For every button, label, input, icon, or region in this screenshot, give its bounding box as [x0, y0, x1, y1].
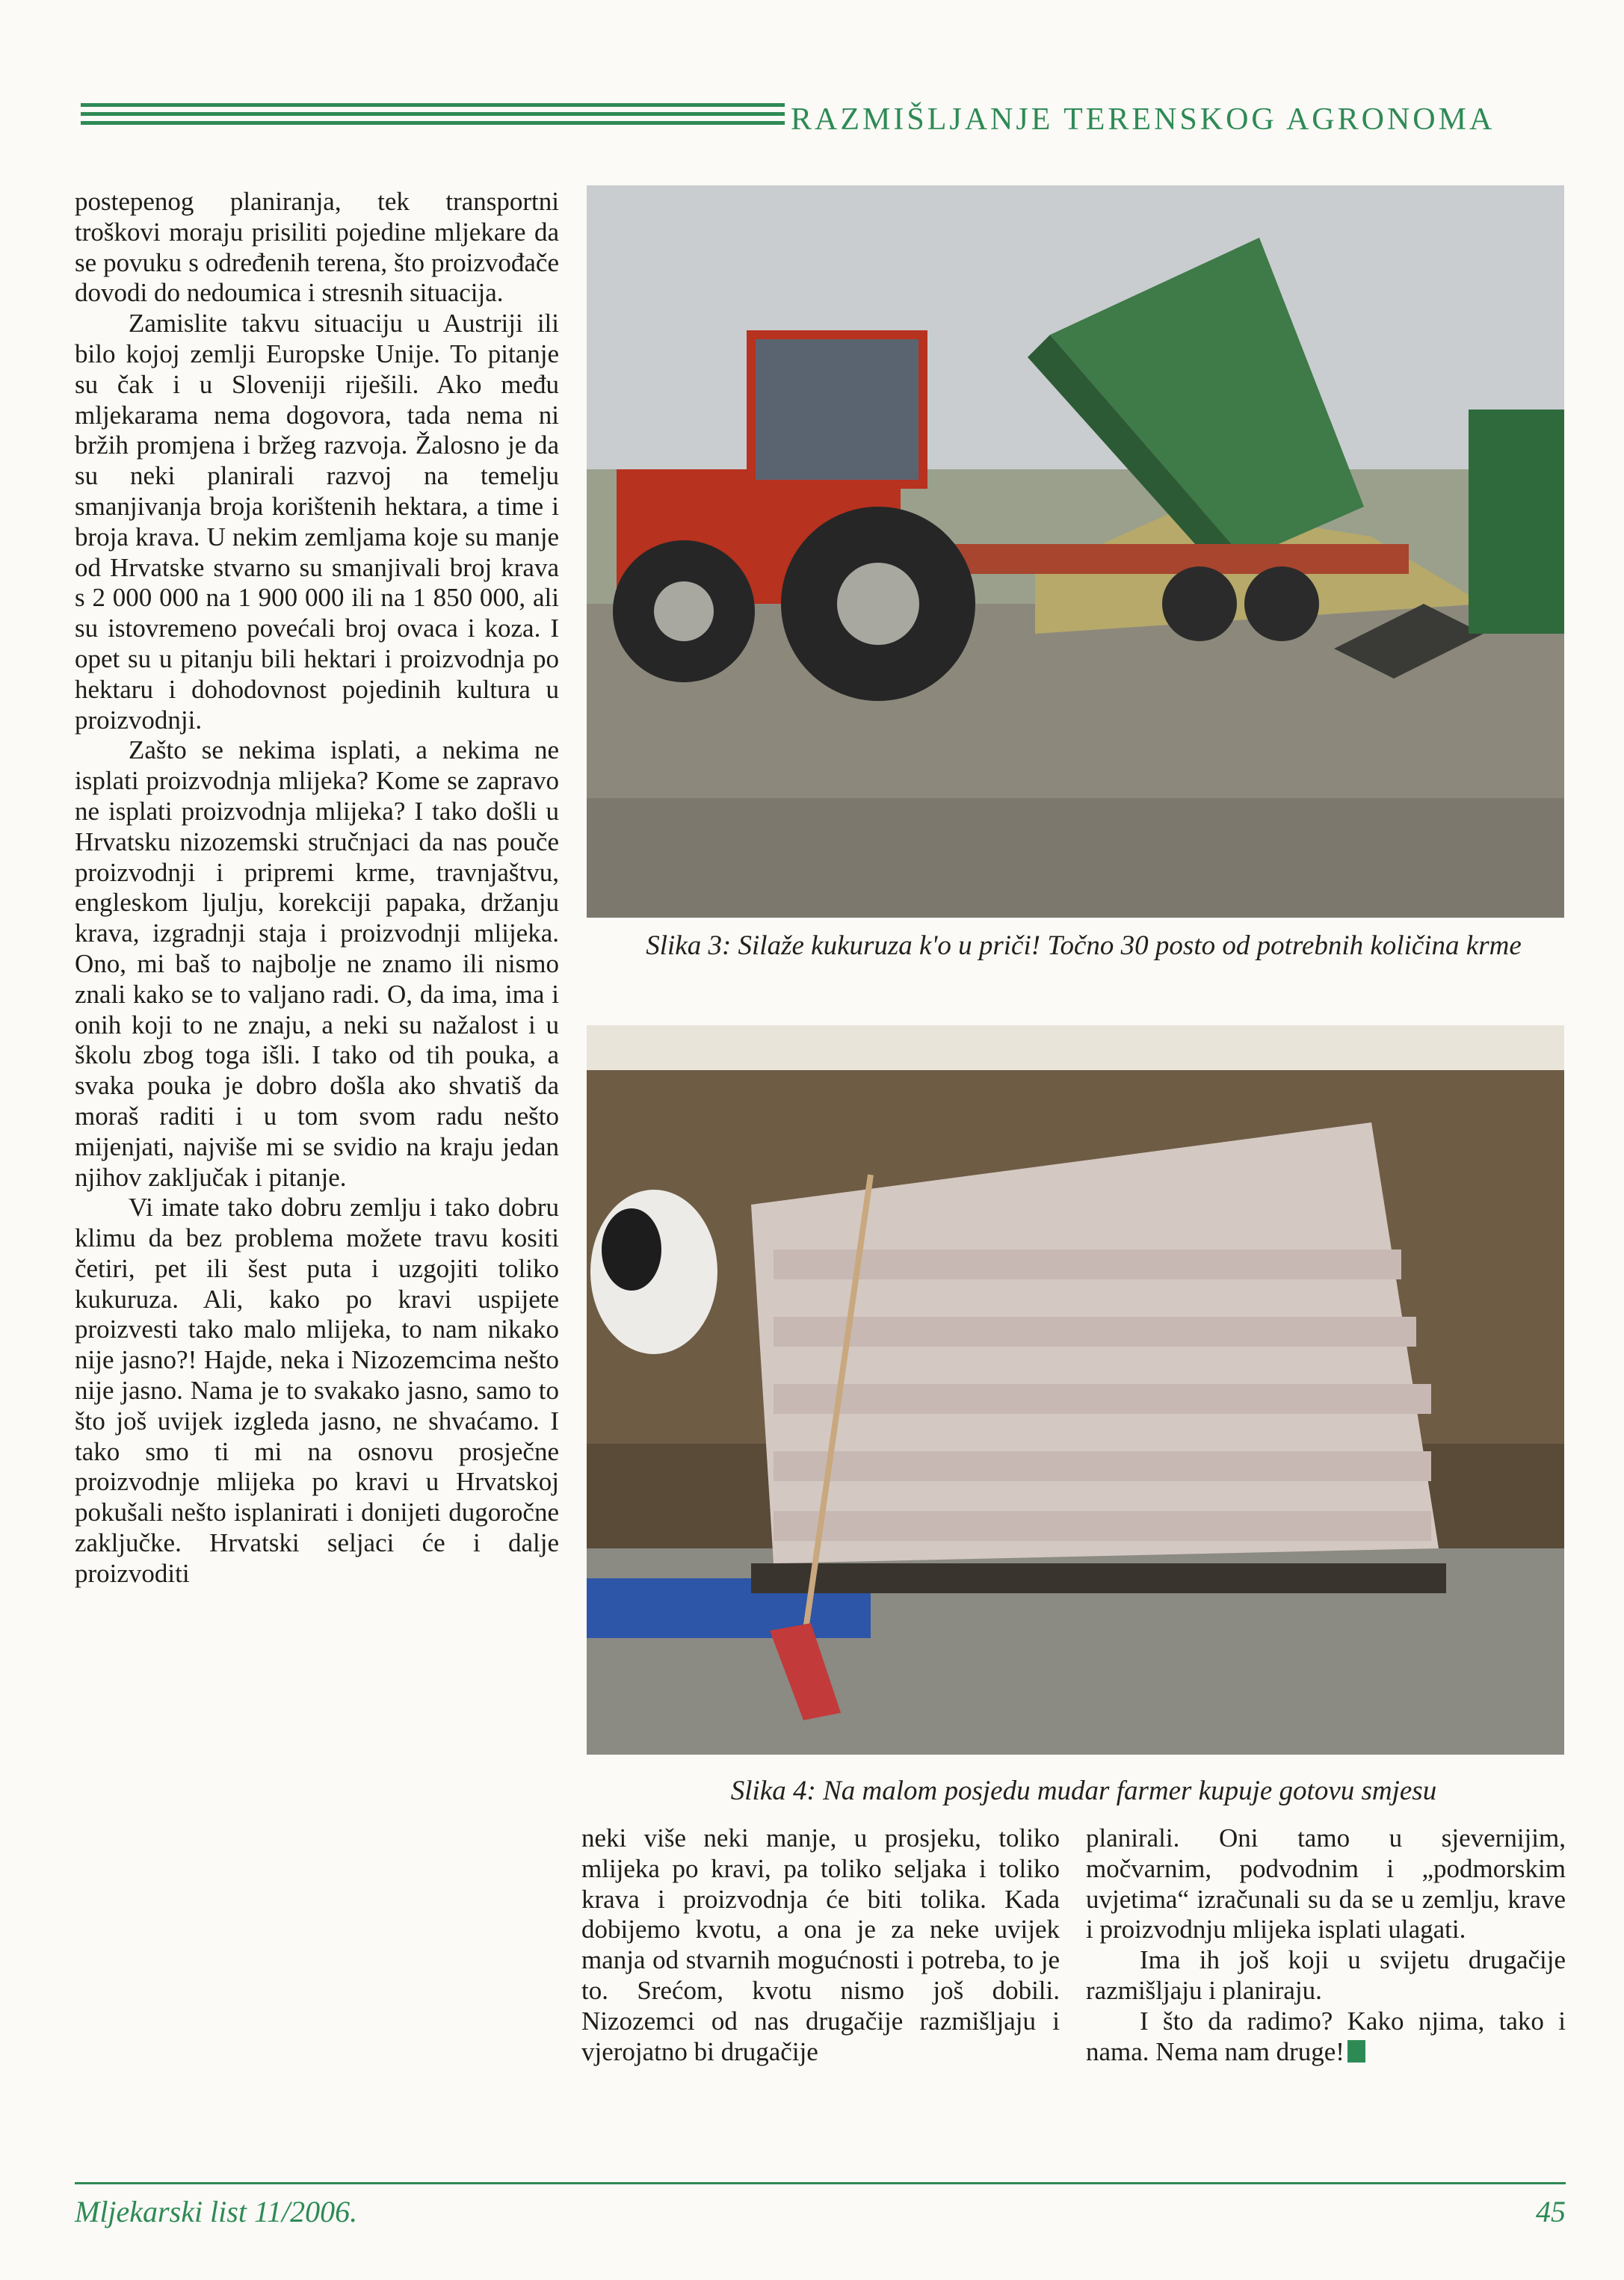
paragraph: postepenog planiranja, tek transportni troškovi moraju prisiliti pojedine mljekare da se povuku s određenih terena, što proizvođače dovodi do nedoumica i stresnih situacija.	[75, 187, 559, 308]
paragraph-text: I što da radimo? Kako njima, tako i nama. Nema nam druge!	[1086, 2006, 1566, 2066]
journal-name: Mljekarski list 11/2006.	[75, 2195, 358, 2228]
article-left-column	[75, 187, 559, 1589]
figure-3-caption: Slika 3: Silaže kukuruza k'o u priči! Točno 30 posto od potrebnih količina krme	[646, 930, 1522, 961]
footer-rule	[75, 2182, 1566, 2184]
paragraph: neki više neki manje, u prosjeku, toliko mlijeka po kravi, pa toliko seljaka i toliko krava i proizvodnja će biti tolika. Kada dobijemo kvotu, a ona je za neke uvijek manja od stvarnih mogućnosti i potreba, to je to. Srećom, kvotu nismo još dobili. Nizozemci od nas drugačije razmišljaju i vjerojatno bi drugačije	[581, 1823, 1060, 2066]
tractor-silage-image	[587, 185, 1564, 918]
paragraph: Vi imate tako dobru zemlju i tako dobru klimu da bez problema možete travu kositi četiri, pet ili šest puta i uzgojiti toliko kukuruza. Ali, kako po kravi uspijete proizvesti tako malo mlijeka, to nam nikako nije jasno?! Hajde, neka i Nizozemcima nešto nije jasno. Nama je to svakako jasno, samo to što još uvijek izgleda jasno, ne shvaćamo. I tako smo ti mi na osnovu prosječne proizvodnje mlijeka po kravi u Hrvatskoj pokušali nešto isplanirati i donijeti dugoročne zaključke. Hrvatski seljaci će i dalje proizvoditi	[75, 1193, 559, 1588]
paragraph: Zašto se nekima isplati, a nekima ne isplati proizvodnja mlijeka? Kome se zapravo ne isplati proizvodnja mlijeka? I tako došli u Hrvatsku nizozemski stručnjaci da nas pouče proizvodnji i pripremi krme, travnjaštvu, engleskom ljulju, korekciji papaka, držanju krava, izgradnji staja i proizvodnji mlijeka. Ono, mi baš to najbolje ne znamo ili nismo znali kako se to valjano radi. O, da ima, ima i onih koji to ne znaju, a neki su nažalost i u školu zbog toga išli. I tako od tih pouka, a svaka pouka je dobro došla ako shvatiš da moraš raditi i u tom svom radu nešto mijenjati, najviše mi se svidio na kraju jedan njihov zaključak i pitanje.	[75, 735, 559, 1192]
paragraph: Zamislite takvu situaciju u Austriji ili bilo kojoj zemlji Europske Unije. To pitanje su čak i u Sloveniji riješili. Ako među mljekarama nema dogovora, tada nema ni bržih promjena i bržeg razvoja. Žalosno je da su neki planirali razvoj na temelju smanjivanja broja korištenih hektara, a time i broja krava. U nekim zemljama koje su manje od Hrvatske stvarno su smanjivali broj krava s 2 000 000 na 1 900 000 ili na 1 850 000, ali su istovremeno povećali broj ovaca i koza. I opet su u pitanju bili hektari i proizvodnja po hektaru i dohodovnost pojedinih kultura u proizvodnji.	[75, 309, 559, 735]
article-right-column	[1086, 1823, 1566, 2067]
feed-sacks-image	[587, 1025, 1564, 1755]
closing-paragraph	[1086, 2006, 1566, 2068]
figure-4-photo	[587, 1025, 1564, 1755]
paragraph: planirali. Oni tamo u sjevernijim, močvarnim, podvodnim i „podmorskim uvjetima“ izračunali su da se u zemlju, krave i proizvodnju mlijeka isplati ulagati.	[1086, 1823, 1566, 1944]
figure-4-caption: Slika 4: Na malom posjedu mudar farmer kupuje gotovu smjesu	[730, 1776, 1437, 1806]
paragraph: Ima ih još koji u svijetu drugačije razmišljaju i planiraju.	[1086, 1945, 1566, 2005]
end-of-article-mark	[1347, 2040, 1365, 2063]
section-title: RAZMIŠLJANJE TERENSKOG AGRONOMA	[791, 102, 1495, 137]
article-middle-column	[581, 1823, 1060, 2067]
figure-3-photo	[587, 185, 1564, 918]
page-number: 45	[1536, 2195, 1566, 2228]
header-rule	[81, 103, 785, 132]
